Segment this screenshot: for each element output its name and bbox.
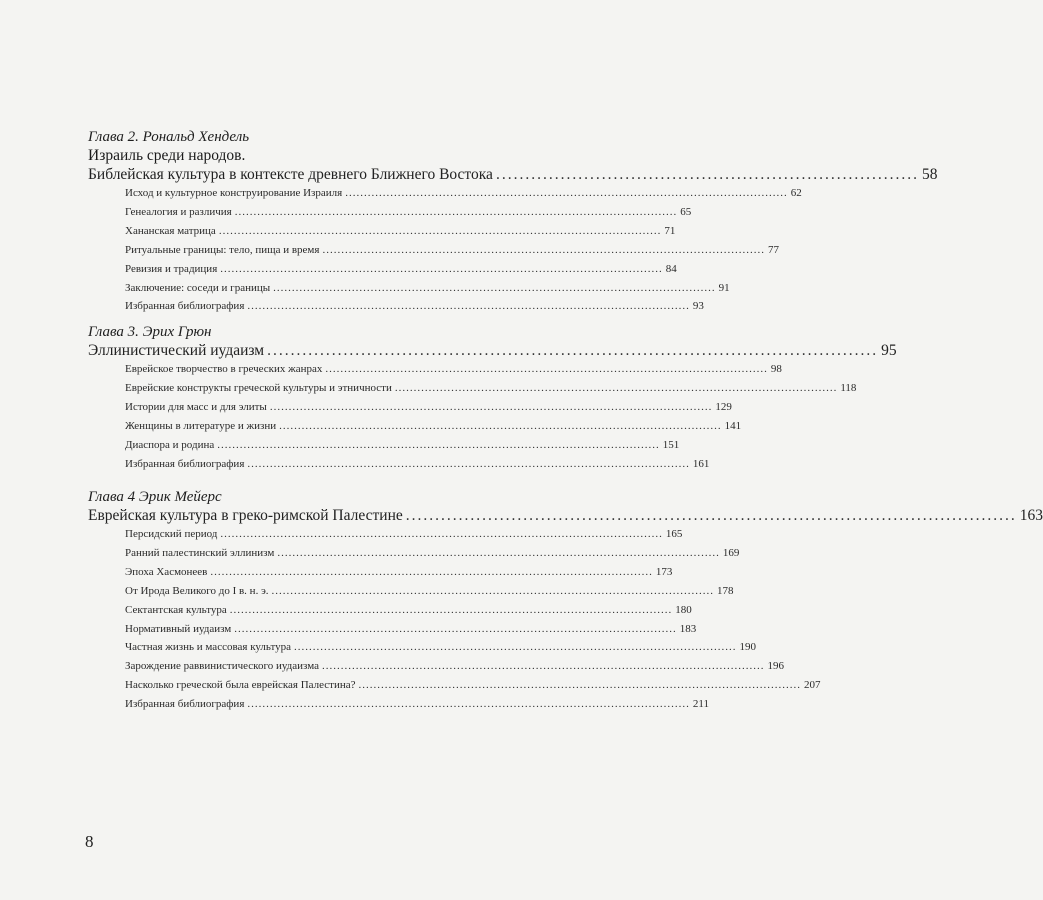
section-label: Зарождение раввинистического иудаизма — [125, 660, 319, 673]
chapter-title-line: Израиль среди народов. — [88, 147, 246, 164]
leader-dots: ...................................................................................................................... — [325, 363, 768, 375]
leader-dots: ...................................................................................................................... — [220, 262, 663, 275]
section-list — [88, 360, 857, 473]
section-row — [125, 398, 732, 417]
section-row — [125, 222, 676, 241]
chapter-author: Глава 3. Эрих Грюн — [88, 324, 212, 340]
chapter-title: Еврейская культура в греко-римской Палестине — [88, 507, 403, 524]
section-row — [125, 657, 784, 676]
section-label: Насколько греческой была еврейская Палестина? — [125, 679, 356, 692]
section-label: Еврейские конструкты греческой культуры и этничности — [125, 381, 392, 394]
leader-dots: ...................................................................................................................... — [345, 187, 788, 199]
section-list — [88, 525, 821, 714]
section-row — [125, 525, 683, 544]
leader-dots: ...................................................................................................................... — [247, 457, 690, 470]
leader-dots: ...................................................................................................................... — [269, 400, 713, 413]
chapter-title-row — [88, 165, 938, 184]
section-row — [125, 582, 734, 601]
section-page: 77 — [767, 243, 779, 256]
section-label: Диаспора и родина — [125, 438, 215, 451]
section-row — [125, 455, 710, 474]
section-page: 84 — [665, 262, 677, 275]
section-page: 211 — [692, 698, 709, 711]
section-page: 71 — [664, 224, 676, 237]
chapter-title: Эллинистический иудаизм — [88, 342, 265, 359]
section-page: 65 — [680, 205, 692, 218]
section-page: 196 — [767, 660, 784, 673]
section-page: 178 — [717, 584, 734, 597]
section-label: Генеалогия и различия — [125, 205, 232, 218]
section-label: Ранний палестинский эллинизм — [125, 546, 275, 559]
section-page: 165 — [665, 528, 683, 540]
section-label: Ритуальные границы: тело, пища и время — [125, 243, 320, 256]
chapter-title-row — [88, 506, 1043, 525]
leader-dots: ...................................................................................................................... — [394, 381, 838, 394]
section-row — [125, 360, 782, 379]
leader-dots: ...................................................................................................................... — [247, 300, 690, 313]
leader-dots: ...................................................................................................................... — [217, 438, 660, 451]
section-row — [125, 417, 742, 436]
section-row — [125, 695, 709, 714]
section-list — [88, 184, 802, 316]
section-row — [125, 601, 692, 620]
leader-dots: ........................................................................ — [495, 166, 919, 183]
section-label: Избранная библиография — [125, 300, 245, 313]
section-row — [125, 544, 740, 563]
leader-dots: ...................................................................................................................... — [279, 419, 722, 432]
section-row — [125, 563, 673, 582]
chapter-title-row — [88, 341, 897, 360]
section-page: 207 — [804, 679, 821, 692]
section-row — [125, 184, 802, 203]
leader-dots: ...................................................................................................................... — [321, 660, 765, 673]
section-label: Избранная библиография — [125, 457, 245, 470]
section-page: 93 — [692, 300, 704, 313]
section-row — [125, 379, 857, 398]
section-page: 98 — [770, 363, 782, 375]
leader-dots: ...................................................................................................................... — [273, 281, 716, 294]
section-label: Истории для масс и для элиты — [125, 400, 267, 413]
section-page: 62 — [790, 187, 802, 199]
leader-dots: ...................................................................................................................... — [277, 546, 720, 559]
section-page: 141 — [724, 419, 742, 432]
section-row — [125, 676, 821, 695]
section-page: 161 — [692, 457, 710, 470]
leader-dots: ........................................................................................................ — [267, 342, 879, 359]
section-page: 129 — [715, 400, 732, 413]
leader-dots: ...................................................................................................................... — [218, 224, 662, 237]
leader-dots: ...................................................................................................................... — [210, 565, 653, 578]
section-row — [125, 260, 677, 279]
chapter-page: 163 — [1019, 507, 1043, 524]
section-row — [125, 638, 757, 657]
chapter-author: Глава 4 Эрик Мейерс — [88, 489, 222, 505]
section-row — [125, 620, 697, 639]
section-page: 183 — [679, 622, 697, 635]
section-page: 169 — [722, 546, 740, 559]
section-page: 173 — [655, 565, 673, 578]
chapter-4 — [88, 488, 1043, 714]
chapter-3 — [88, 323, 897, 473]
section-label: Сектантская культура — [125, 603, 227, 616]
section-row — [125, 241, 779, 260]
leader-dots: ...................................................................................................................... — [220, 528, 663, 540]
section-page: 91 — [718, 281, 730, 294]
chapter-2 — [88, 128, 938, 316]
section-label: Ревизия и традиция — [125, 262, 218, 275]
leader-dots: ...................................................................................................................... — [229, 603, 673, 616]
chapter-title: Библейская культура в контексте древнего Ближнего Востока — [88, 166, 493, 183]
section-label: Избранная библиография — [125, 698, 245, 711]
leader-dots: ...................................................................................................................... — [271, 584, 715, 597]
section-label: Заключение: соседи и границы — [125, 281, 271, 294]
section-label: Хананская матрица — [125, 224, 216, 237]
leader-dots: ...................................................................................................................... — [234, 622, 677, 635]
section-label: Исход и культурное конструирование Израиля — [125, 187, 343, 199]
section-row — [125, 436, 680, 455]
leader-dots: ........................................................................................................ — [405, 507, 1017, 524]
section-page: 180 — [675, 603, 692, 616]
section-row — [125, 203, 692, 222]
section-label: Женщины в литературе и жизни — [125, 419, 277, 432]
leader-dots: ...................................................................................................................... — [358, 679, 802, 692]
section-label: Эпоха Хасмонеев — [125, 565, 208, 578]
chapter-page: 58 — [921, 166, 938, 183]
section-page: 190 — [739, 641, 757, 654]
section-label: Персидский период — [125, 528, 218, 540]
chapter-page: 95 — [881, 342, 897, 359]
leader-dots: ...................................................................................................................... — [247, 698, 690, 711]
section-row — [125, 279, 730, 298]
section-page: 118 — [840, 381, 857, 394]
page-number: 8 — [85, 832, 94, 851]
section-label: Нормативный иудаизм — [125, 622, 232, 635]
leader-dots: ...................................................................................................................... — [294, 641, 737, 654]
chapter-author: Глава 2. Рональд Хендель — [88, 129, 250, 145]
section-label: Частная жизнь и массовая культура — [125, 641, 292, 654]
leader-dots: ...................................................................................................................... — [322, 243, 765, 256]
leader-dots: ...................................................................................................................... — [234, 205, 678, 218]
section-row — [125, 297, 704, 316]
section-label: Еврейское творчество в греческих жанрах — [125, 363, 323, 375]
section-label: От Ирода Великого до I в. н. э. — [125, 584, 269, 597]
section-page: 151 — [662, 438, 680, 451]
